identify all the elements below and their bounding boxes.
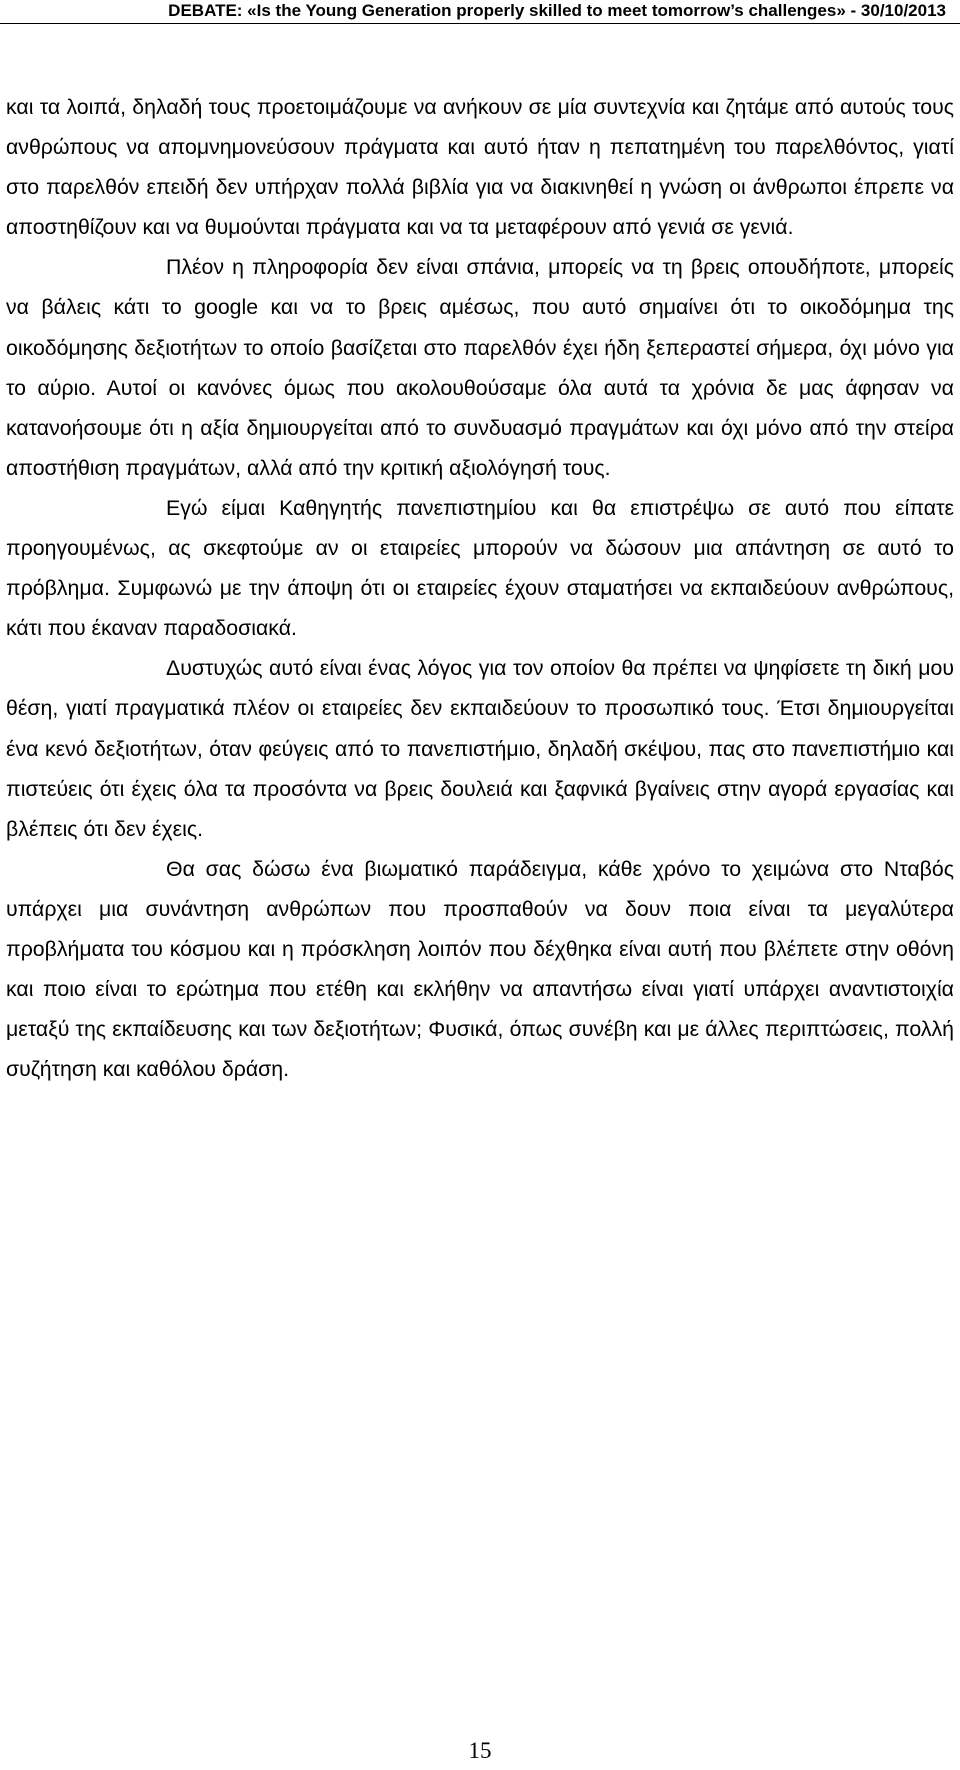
paragraph-2: Πλέον η πληροφορία δεν είναι σπάνια, μπορείς να τη βρεις οπουδήποτε, μπορείς να βάλεις κάτι το google και να το βρεις αμέσως, που αυτό σημαίνει ότι το οικοδόμημα της οικοδόμησης δεξιοτήτων το οποίο βασίζεται στο παρελθόν έχει ήδη ξεπεραστεί σήμερα, όχι μόνο για το αύριο. Αυτοί οι κανόνες όμως που ακολουθούσαμε όλα αυτά τα χρόνια δε μας άφησαν να κατανοήσουμε ότι η αξία δημιουργείται από το συνδυασμό πραγμάτων και όχι μόνο από την στείρα αποστήθιση πραγμάτων, αλλά από την κριτική αξιολόγησή τους. — [6, 255, 954, 480]
paragraph-4: Δυστυχώς αυτό είναι ένας λόγος για τον οποίον θα πρέπει να ψηφίσετε τη δική μου θέση, γιατί πραγματικά πλέον οι εταιρείες δεν εκπαιδεύουν το προσωπικό τους. Έτσι δημιουργείται ένα κενό δεξιοτήτων, όταν φεύγεις από το πανεπιστήμιο, δηλαδή σκέψου, πας στο πανεπιστήμιο και πιστεύεις ότι έχεις όλα τα προσόντα να βρεις δουλειά και ξαφνικά βγαίνεις στην αγορά εργασίας και βλέπεις ότι δεν έχεις. — [6, 656, 954, 841]
page-header: DEBATE: «Is the Young Generation properly skilled to meet tomorrow’s challenges» - 30/10/2013 — [168, 1, 946, 20]
paragraph-3: Εγώ είμαι Καθηγητής πανεπιστημίου και θα επιστρέψω σε αυτό που είπατε προηγουμένως, ας σκεφτούμε αν οι εταιρείες μπορούν να δώσουν μια απάντηση σε αυτό το πρόβλημα. Συμφωνώ με την άποψη ότι οι εταιρείες έχουν σταματήσει να εκπαιδεύουν ανθρώπους, κάτι που έκαναν παραδοσιακά. — [6, 495, 954, 641]
document-body — [6, 87, 954, 1089]
paragraph-1: και τα λοιπά, δηλαδή τους προετοιμάζουμε να ανήκουν σε μία συντεχνία και ζητάμε από αυτούς τους ανθρώπους να απομνημονεύσουν πράγματα και αυτό ήταν η πεπατημένη του παρελθόντος, γιατί στο παρελθόν επειδή δεν υπήρχαν πολλά βιβλία για να διακινηθεί η γνώση οι άνθρωποι έπρεπε να αποστηθίζουν και να θυμούνται πράγματα και να τα μεταφέρουν από γενιά σε γενιά. — [6, 95, 954, 240]
header-divider — [0, 23, 960, 24]
page-number: 15 — [468, 1738, 492, 1763]
paragraph-5: Θα σας δώσω ένα βιωματικό παράδειγμα, κάθε χρόνο το χειμώνα στο Νταβός υπάρχει μια συνάντηση ανθρώπων που προσπαθούν να δουν ποια είναι τα μεγαλύτερα προβλήματα του κόσμου και η πρόσκληση λοιπόν που δέχθηκα είναι αυτή που βλέπετε στην οθόνη και ποιο είναι το ερώτημα που ετέθη και εκλήθην να απαντήσω είναι γιατί υπάρχει αναντιστοιχία μεταξύ της εκπαίδευσης και των δεξιοτήτων; Φυσικά, όπως συνέβη και με άλλες περιπτώσεις, πολλή συζήτηση και καθόλου δράση. — [6, 856, 954, 1082]
